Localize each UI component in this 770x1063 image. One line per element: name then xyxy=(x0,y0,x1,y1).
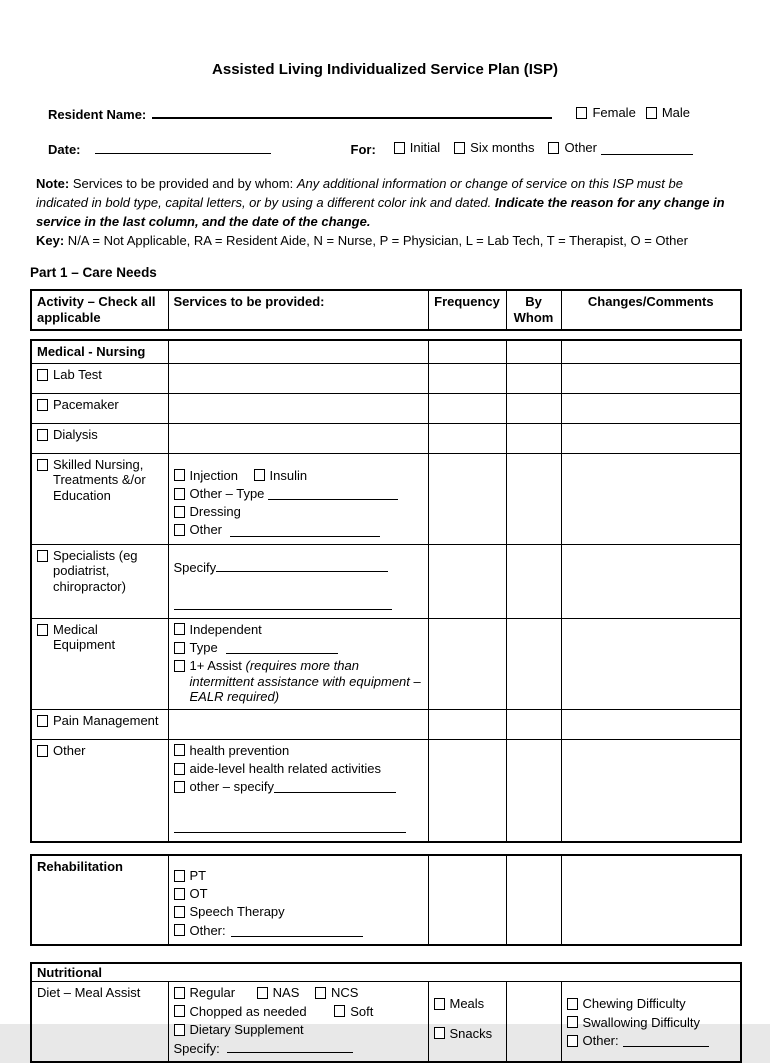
date-line[interactable] xyxy=(95,140,271,154)
chopped-label: Chopped as needed xyxy=(189,1003,307,1019)
diet-activity-label: Diet – Meal Assist xyxy=(31,982,168,1062)
medical-other-label: Other xyxy=(53,742,86,758)
part1-heading: Part 1 – Care Needs xyxy=(30,264,157,280)
pacemaker-row xyxy=(31,393,741,423)
frequency-cell[interactable] xyxy=(428,423,506,453)
pacemaker-label: Pacemaker xyxy=(53,396,119,412)
pain-management-row xyxy=(31,709,741,739)
changes-cell[interactable] xyxy=(561,855,741,945)
regular-checkbox[interactable] xyxy=(174,987,185,999)
dressing-label: Dressing xyxy=(189,504,241,519)
type-label: Type xyxy=(189,639,218,655)
specify-line[interactable] xyxy=(216,559,388,572)
dialysis-checkbox[interactable] xyxy=(37,429,48,441)
rehab-other-option xyxy=(174,923,363,939)
changes-cell[interactable] xyxy=(561,453,741,544)
lab-test-checkbox[interactable] xyxy=(37,369,48,381)
meals-label: Meals xyxy=(449,996,485,1012)
independent-checkbox[interactable] xyxy=(174,623,185,635)
services-cell[interactable] xyxy=(168,393,428,423)
frequency-cell[interactable] xyxy=(428,363,506,393)
changes-cell[interactable] xyxy=(561,739,741,842)
specify-line-2[interactable] xyxy=(174,597,392,610)
lab-test-label: Lab Test xyxy=(53,366,102,382)
changes-cell[interactable] xyxy=(561,363,741,393)
note-intro: Services to be provided and by whom: xyxy=(69,175,297,191)
skilled-other-label: Other xyxy=(189,522,223,538)
col-frequency: Frequency xyxy=(428,290,506,330)
frequency-cell[interactable] xyxy=(428,340,506,363)
changes-cell[interactable] xyxy=(561,340,741,363)
dialysis-option xyxy=(37,427,98,443)
for-other-line[interactable] xyxy=(601,141,693,155)
type-option xyxy=(174,640,338,656)
by-whom-cell[interactable] xyxy=(506,855,561,945)
specialists-row xyxy=(31,544,741,618)
frequency-cell[interactable] xyxy=(428,453,506,544)
female-label: Female xyxy=(592,104,636,120)
speech-therapy-option xyxy=(174,904,285,920)
medical-equipment-option xyxy=(37,622,163,653)
by-whom-cell[interactable] xyxy=(506,453,561,544)
lab-test-option xyxy=(37,367,102,383)
care-table-header xyxy=(30,289,742,331)
pain-management-option xyxy=(37,713,159,729)
frequency-cell[interactable] xyxy=(428,544,506,618)
chewing-checkbox[interactable] xyxy=(567,998,578,1010)
frequency-cell xyxy=(428,982,506,1062)
dialysis-label: Dialysis xyxy=(53,426,98,442)
date-row xyxy=(30,140,740,158)
initial-checkbox[interactable] xyxy=(394,142,405,154)
col-activity: Activity – Check all applicable xyxy=(31,290,168,330)
rehab-other-line[interactable] xyxy=(231,924,363,937)
changes-cell[interactable] xyxy=(561,393,741,423)
other-type-option xyxy=(174,486,399,502)
frequency-cell[interactable] xyxy=(428,618,506,709)
other-extra-line[interactable] xyxy=(174,820,406,833)
ncs-checkbox[interactable] xyxy=(315,987,326,999)
note-italic-text: Any additional information or change of service on this ISP must be indicated in bold type, capital letters, or by using a different color ink and dated. xyxy=(36,175,683,210)
services-cell[interactable] xyxy=(168,709,428,739)
dialysis-row xyxy=(31,423,741,453)
ot-label: OT xyxy=(189,886,208,901)
by-whom-cell[interactable] xyxy=(506,340,561,363)
chewing-label: Chewing Difficulty xyxy=(582,996,686,1012)
key-label: Key: xyxy=(36,232,65,248)
frequency-cell[interactable] xyxy=(428,709,506,739)
swallowing-checkbox[interactable] xyxy=(567,1016,578,1028)
medical-section-title: Medical - Nursing xyxy=(31,340,168,363)
by-whom-cell[interactable] xyxy=(506,982,561,1062)
frequency-cell[interactable] xyxy=(428,739,506,842)
dressing-option xyxy=(174,504,241,520)
diet-meal-assist-row xyxy=(31,982,741,1062)
services-cell xyxy=(168,982,428,1062)
note-paragraph xyxy=(36,174,738,250)
dietary-supplement-option xyxy=(174,1022,304,1038)
male-label: Male xyxy=(661,104,690,120)
rehabilitation-title: Rehabilitation xyxy=(31,855,168,945)
regular-option xyxy=(174,985,236,1001)
assist-label-wrap xyxy=(190,658,423,705)
specialists-label: Specialists (eg podiatrist, chiropractor) xyxy=(53,547,138,594)
ncs-option xyxy=(315,985,358,1001)
assist-option xyxy=(174,658,423,705)
changes-cell[interactable] xyxy=(561,544,741,618)
nutritional-other-label: Other: xyxy=(582,1032,619,1048)
changes-cell xyxy=(561,982,741,1062)
medical-equipment-label: Medical Equipment xyxy=(53,621,116,652)
rehabilitation-table xyxy=(30,854,742,946)
lab-test-row xyxy=(31,363,741,393)
male-checkbox[interactable] xyxy=(646,107,657,119)
pain-management-checkbox[interactable] xyxy=(37,715,48,727)
services-cell xyxy=(168,453,428,544)
skilled-nursing-checkbox[interactable] xyxy=(37,459,48,471)
skilled-other-option xyxy=(174,522,381,538)
female-option xyxy=(576,105,635,121)
assist-label: 1+ Assist xyxy=(189,658,242,673)
medical-other-checkbox[interactable] xyxy=(37,745,48,757)
key-text: N/A = Not Applicable, RA = Resident Aide, N = Nurse, P = Physician, L = Lab Tech, T = Therapist, O = Other xyxy=(64,232,688,248)
aide-level-checkbox[interactable] xyxy=(174,763,185,775)
page-title: Assisted Living Individualized Service Plan (ISP) xyxy=(212,61,558,78)
type-line[interactable] xyxy=(226,641,338,654)
services-cell xyxy=(168,618,428,709)
resident-name-line[interactable] xyxy=(152,104,552,119)
resident-name-row xyxy=(30,104,740,123)
col-changes: Changes/Comments xyxy=(561,290,741,330)
independent-label: Independent xyxy=(189,621,262,637)
rehabilitation-row xyxy=(31,855,741,945)
insulin-checkbox[interactable] xyxy=(254,469,265,481)
by-whom-cell[interactable] xyxy=(506,709,561,739)
medical-equipment-checkbox[interactable] xyxy=(37,624,48,636)
skilled-other-checkbox[interactable] xyxy=(174,524,185,536)
by-whom-cell[interactable] xyxy=(506,423,561,453)
col-by-whom: By Whom xyxy=(506,290,561,330)
skilled-other-line[interactable] xyxy=(230,524,380,537)
rehab-other-checkbox[interactable] xyxy=(174,924,185,936)
for-options xyxy=(394,140,693,156)
aide-level-label: aide-level health related activities xyxy=(189,760,381,776)
for-other-label: Other xyxy=(564,140,597,156)
by-whom-cell[interactable] xyxy=(506,393,561,423)
rehab-other-label: Other: xyxy=(189,922,226,938)
other-type-label: Other – Type xyxy=(189,485,265,501)
note-bold-italic-text: Indicate the reason for any change in service in the last column, and the date of the change. xyxy=(36,194,725,229)
health-prevention-checkbox[interactable] xyxy=(174,744,185,756)
six-months-checkbox[interactable] xyxy=(454,142,465,154)
pacemaker-option xyxy=(37,397,119,413)
insulin-label: Insulin xyxy=(269,467,308,483)
independent-option xyxy=(174,622,262,638)
for-other-option xyxy=(548,140,693,156)
chewing-option xyxy=(567,996,686,1012)
speech-therapy-checkbox[interactable] xyxy=(174,906,185,918)
medical-equipment-row xyxy=(31,618,741,709)
aide-level-option xyxy=(174,761,382,777)
gender-options xyxy=(576,105,740,121)
pain-management-label: Pain Management xyxy=(53,712,159,728)
soft-checkbox[interactable] xyxy=(334,1005,345,1017)
pt-option xyxy=(174,868,207,884)
specialists-option xyxy=(37,548,163,595)
meals-option xyxy=(434,996,485,1012)
nutritional-other-option xyxy=(567,1033,709,1049)
pacemaker-checkbox[interactable] xyxy=(37,399,48,411)
services-cell[interactable] xyxy=(168,423,428,453)
by-whom-cell[interactable] xyxy=(506,739,561,842)
ot-option xyxy=(174,886,208,902)
regular-label: Regular xyxy=(189,985,236,1001)
other-type-line[interactable] xyxy=(268,487,398,500)
for-six-months-option xyxy=(454,140,534,156)
nutritional-other-line[interactable] xyxy=(623,1034,709,1047)
snacks-checkbox[interactable] xyxy=(434,1027,445,1039)
nutritional-table xyxy=(30,962,742,1063)
changes-cell[interactable] xyxy=(561,709,741,739)
injection-checkbox[interactable] xyxy=(174,469,185,481)
by-whom-cell[interactable] xyxy=(506,363,561,393)
ncs-label: NCS xyxy=(331,985,359,1001)
swallowing-option xyxy=(567,1015,701,1031)
other-specify-label: other – specify xyxy=(189,779,275,794)
specify-label: Specify xyxy=(173,559,217,575)
swallowing-label: Swallowing Difficulty xyxy=(582,1014,701,1030)
services-cell[interactable] xyxy=(168,340,428,363)
by-whom-cell[interactable] xyxy=(506,544,561,618)
snacks-label: Snacks xyxy=(449,1025,493,1041)
changes-cell[interactable] xyxy=(561,618,741,709)
speech-therapy-label: Speech Therapy xyxy=(189,904,285,920)
health-prevention-label: health prevention xyxy=(189,742,290,758)
initial-label: Initial xyxy=(409,140,441,156)
injection-label: Injection xyxy=(189,467,238,483)
services-cell xyxy=(168,739,428,842)
nutritional-section-row xyxy=(31,963,741,982)
other-specify-option xyxy=(174,779,397,795)
other-specify-line[interactable] xyxy=(274,780,396,793)
nas-option xyxy=(257,985,300,1001)
note-label: Note: xyxy=(36,175,70,191)
meals-checkbox[interactable] xyxy=(434,998,445,1010)
for-other-checkbox[interactable] xyxy=(548,142,559,154)
soft-option xyxy=(334,1004,373,1020)
date-label: Date: xyxy=(48,142,81,157)
other-type-checkbox[interactable] xyxy=(174,488,185,500)
snacks-option xyxy=(434,1026,493,1042)
six-months-label: Six months xyxy=(470,140,535,156)
specialists-checkbox[interactable] xyxy=(37,550,48,562)
skilled-nursing-option xyxy=(37,457,163,504)
assist-checkbox[interactable] xyxy=(174,660,185,672)
diet-specify-label: Specify: xyxy=(173,1041,220,1056)
diet-specify-line[interactable] xyxy=(227,1040,353,1053)
for-initial-option xyxy=(394,140,440,156)
pt-label: PT xyxy=(189,867,207,883)
medical-section-row xyxy=(31,340,741,363)
services-cell[interactable] xyxy=(168,363,428,393)
nutritional-other-checkbox[interactable] xyxy=(567,1035,578,1047)
soft-label: Soft xyxy=(350,1003,374,1019)
medical-other-row xyxy=(31,739,741,842)
resident-name-label: Resident Name: xyxy=(48,106,147,122)
frequency-cell[interactable] xyxy=(428,855,506,945)
pt-checkbox[interactable] xyxy=(174,870,185,882)
ot-checkbox[interactable] xyxy=(174,888,185,900)
dressing-checkbox[interactable] xyxy=(174,506,185,518)
injection-option xyxy=(174,468,238,484)
medical-other-option xyxy=(37,743,86,759)
dietary-supplement-checkbox[interactable] xyxy=(174,1024,185,1036)
changes-cell[interactable] xyxy=(561,423,741,453)
by-whom-cell[interactable] xyxy=(506,618,561,709)
frequency-cell[interactable] xyxy=(428,393,506,423)
dietary-supplement-label: Dietary Supplement xyxy=(189,1021,304,1037)
other-specify-checkbox[interactable] xyxy=(174,781,185,793)
medical-nursing-table xyxy=(30,339,742,843)
nas-label: NAS xyxy=(272,985,300,1001)
assist-note: (requires more than intermittent assistance with equipment – EALR required) xyxy=(189,658,421,704)
health-prevention-option xyxy=(174,743,290,759)
chopped-checkbox[interactable] xyxy=(174,1005,185,1017)
female-checkbox[interactable] xyxy=(576,107,587,119)
skilled-nursing-row xyxy=(31,453,741,544)
insulin-option xyxy=(254,468,308,484)
services-cell xyxy=(168,544,428,618)
nas-checkbox[interactable] xyxy=(257,987,268,999)
services-cell xyxy=(168,855,428,945)
for-label: For: xyxy=(350,142,376,157)
skilled-nursing-label: Skilled Nursing, Treatments &/or Education xyxy=(53,456,146,503)
col-services: Services to be provided: xyxy=(168,290,428,330)
chopped-option xyxy=(174,1004,307,1020)
male-option xyxy=(646,105,690,121)
type-checkbox[interactable] xyxy=(174,642,185,654)
nutritional-title: Nutritional xyxy=(31,963,741,982)
